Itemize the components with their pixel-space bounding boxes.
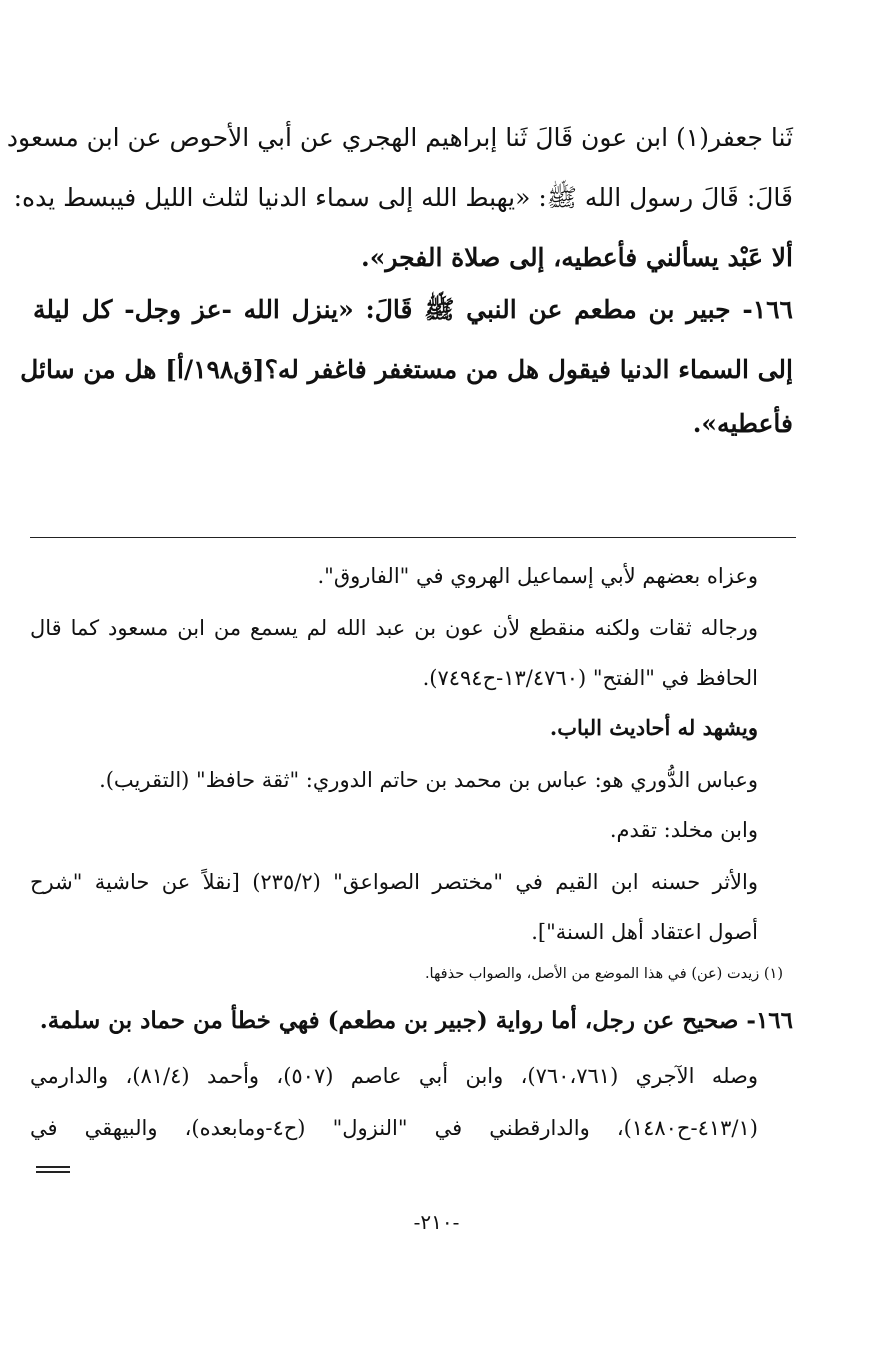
footnote-separator (30, 537, 796, 538)
main-line-1: ثَنا جعفر(١) ابن عون قَالَ ثَنا إبراهيم الهجري عن أبي الأحوص عن ابن مسعود (6, 123, 793, 152)
main-line-2-text: قَالَ: قَالَ رسول الله ﷺ: «يهبط الله إلى سماء الدنيا لثلث الليل فيبسط يده: (13, 183, 793, 212)
takhrij-heading: ١٦٦- صحيح عن رجل، أما رواية (جبير بن مطعم) فهي خطأ من حماد بن سلمة. (39, 1007, 793, 1034)
page-number: -٢١٠- (413, 1210, 460, 1234)
takhrij-line-1: وصله الآجري (٧٦٠،٧٦١)، وابن أبي عاصم (٥٠٧)، وأحمد (٨١/٤)، والدارمي (30, 1064, 759, 1088)
continuation-mark (36, 1166, 70, 1176)
note-line-1: وعزاه بعضهم لأبي إسماعيل الهروي في "الفاروق". (317, 564, 758, 588)
main-line-2 (13, 178, 793, 218)
note-line-4: ويشهد له أحاديث الباب. (549, 715, 758, 740)
note-line-8: أصول اعتقاد أهل السنة"]. (531, 920, 758, 944)
note-line-5: وعباس الدُّوري هو: عباس بن محمد بن حاتم الدوري: "ثقة حافظ" (التقريب). (99, 768, 758, 792)
main-line-3: ألا عَبْد يسألني فأعطيه، إلى صلاة الفجر». (360, 243, 793, 272)
main-line-6: فأعطيه». (692, 409, 793, 438)
takhrij-line-2: (٤١٣/١-ح١٤٨٠)، والدارقطني في "النزول" (ح٤-ومابعده)، والبيهقي في (30, 1116, 758, 1140)
main-line-4: ١٦٦- جبير بن مطعم عن النبي ﷺ قَالَ: «ينزل الله -عز وجل- كل ليلة (33, 295, 793, 324)
footnote-1: (١) زيدت (عن) في هذا الموضع من الأصل، والصواب حذفها. (424, 966, 783, 982)
note-line-2: ورجاله ثقات ولكنه منقطع لأن عون بن عبد الله لم يسمع من ابن مسعود كما قال (30, 616, 758, 640)
note-line-7: والأثر حسنه ابن القيم في "مختصر الصواعق" (٢٣٥/٢) [نقلاً عن حاشية "شرح (30, 870, 758, 894)
note-line-6: وابن مخلد: تقدم. (609, 818, 758, 842)
note-line-3: الحافظ في "الفتح" (١٣/٤٧٦٠-ح٧٤٩٤). (422, 666, 758, 690)
main-line-5: إلى السماء الدنيا فيقول هل من مستغفر فاغفر له؟[ق١٩٨/أ] هل من سائل (20, 355, 793, 384)
